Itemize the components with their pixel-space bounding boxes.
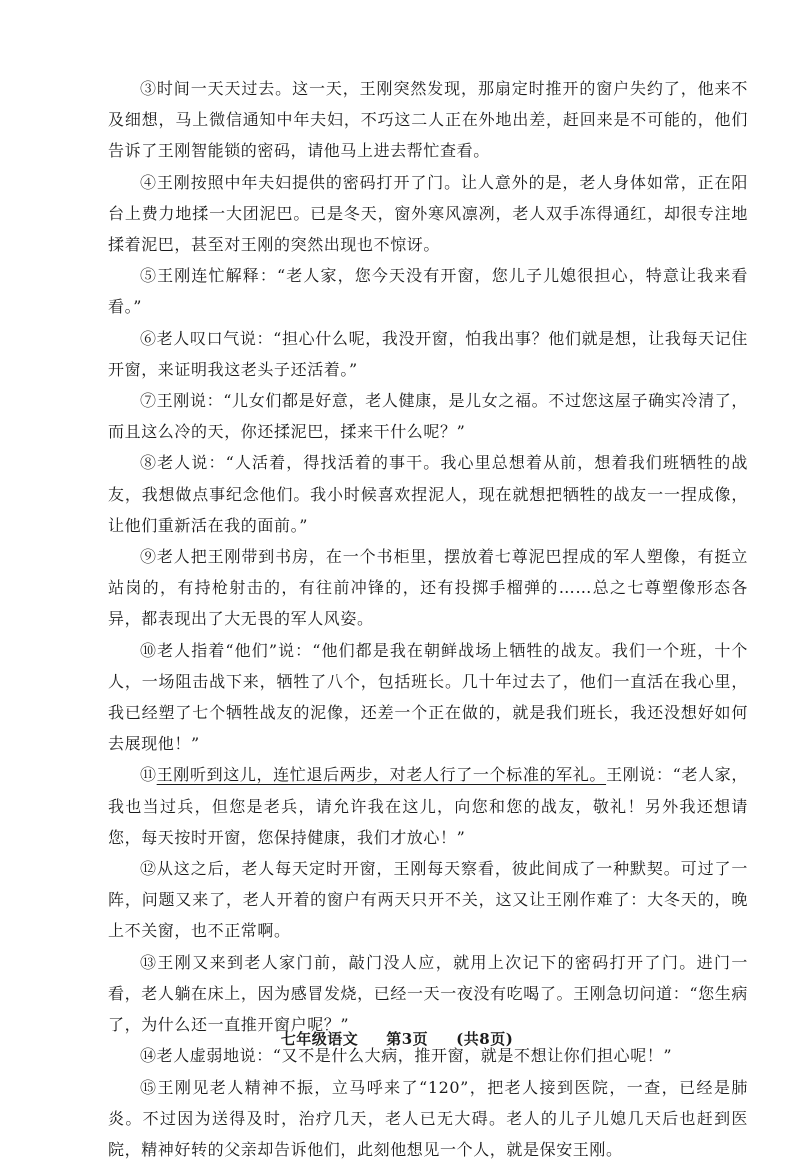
- paragraph-11: [108, 759, 748, 853]
- paragraph-number: ⑦: [140, 391, 157, 410]
- paragraph-number: ⑧: [140, 453, 157, 472]
- paragraph-text: 王刚又来到老人家门前，敲门没人应，就用上次记下的密码打开了门。进门一看，老人躺在床上，因为感冒发烧，已经一天一夜没有吃喝了。王刚急切问道：“您生病了，为什么还一直推开窗户呢？”: [108, 953, 748, 1034]
- paragraph-text: 王刚按照中年夫妇提供的密码打开了门。让人意外的是，老人身体如常，正在阳台上费力地揉一大团泥巴。已是冬天，窗外寒风凛冽，老人双手冻得通红，却很专注地揉着泥巴，甚至对王刚的突然出现也不惊讶。: [108, 173, 748, 254]
- paragraph-3: [108, 73, 748, 167]
- paragraph-text: 老人说：“人活着，得找活着的事干。我心里总想着从前，想着我们班牺牲的战友，我想做点事纪念他们。我小时候喜欢捏泥人，现在就想把牺牲的战友一一捏成像，让他们重新活在我的面前。”: [108, 453, 748, 534]
- paragraph-number: ⑤: [140, 266, 157, 285]
- paragraph-10: [108, 635, 748, 760]
- paragraph-text: 王刚说：“老人家，我也当过兵，但您是老兵，请允许我在这儿，向您和您的战友，敬礼！另外我还想请您，每天按时开窗，您保持健康，我们才放心！”: [108, 765, 748, 846]
- paragraph-4: [108, 167, 748, 261]
- article-body: [108, 73, 748, 1165]
- paragraph-number: ⑪: [140, 765, 157, 784]
- paragraph-text: 从这之后，老人每天定时开窗，王刚每天察看，彼此间成了一种默契。可过了一阵，问题又来了，老人开着的窗户有两天只开不关，这又让王刚作难了：大冬天的，晚上不关窗，也不正常啊。: [108, 859, 748, 940]
- footer-page-number: 第3页: [386, 1030, 428, 1048]
- paragraph-text: 王刚连忙解释：“老人家，您今天没有开窗，您儿子儿媳很担心，特意让我来看看。”: [108, 266, 748, 316]
- paragraph-13: [108, 947, 748, 1041]
- paragraph-number: ⑭: [140, 1046, 157, 1065]
- paragraph-text: 王刚说：“儿女们都是好意，老人健康，是儿女之福。不过您这屋子确实冷清了，而且这么冷的天，你还揉泥巴，揉来干什么呢？”: [108, 391, 748, 441]
- paragraph-number: ⑫: [140, 859, 157, 878]
- page-footer: [0, 1028, 794, 1049]
- paragraph-number: ⑬: [140, 953, 157, 972]
- footer-total-pages: (共8页): [456, 1030, 513, 1048]
- underlined-sentence: 王刚听到这儿，连忙退后两步，对老人行了一个标准的军礼。: [157, 765, 606, 784]
- paragraph-text: 老人虚弱地说：“又不是什么大病，推开窗，就是不想让你们担心呢！”: [157, 1046, 673, 1065]
- footer-subject: 七年级语文: [281, 1030, 359, 1048]
- paragraph-number: ⑩: [140, 641, 157, 660]
- paragraph-8: [108, 447, 748, 541]
- paragraph-6: [108, 323, 748, 385]
- paragraph-9: [108, 541, 748, 635]
- paragraph-number: ⑨: [140, 547, 157, 566]
- paragraph-number: ⑥: [140, 329, 157, 348]
- paragraph-7: [108, 385, 748, 447]
- paragraph-15: [108, 1072, 748, 1165]
- paragraph-text: 老人叹口气说：“担心什么呢，我没开窗，怕我出事？他们就是想，让我每天记住开窗，来证明我这老头子还活着。”: [108, 329, 748, 379]
- paragraph-text: 王刚见老人精神不振，立马呼来了“120”，把老人接到医院，一查，已经是肺炎。不过因为送得及时，治疗几天，老人已无大碍。老人的儿子儿媳几天后也赶到医院，精神好转的父亲却告诉他们，此刻他想见一个人，就是保安王刚。: [108, 1078, 748, 1159]
- paragraph-number: ⑮: [140, 1078, 157, 1097]
- paragraph-12: [108, 853, 748, 947]
- paragraph-number: ④: [140, 173, 157, 192]
- paragraph-text: 老人把王刚带到书房，在一个书柜里，摆放着七尊泥巴捏成的军人塑像，有挺立站岗的，有持枪射击的，有往前冲锋的，还有投掷手榴弹的……总之七尊塑像形态各异，都表现出了大无畏的军人风姿。: [108, 547, 748, 628]
- paragraph-text: 老人指着“他们”说：“他们都是我在朝鲜战场上牺牲的战友。我们一个班，十个人，一场阻击战下来，牺牲了八个，包括班长。几十年过去了，他们一直活在我心里，我已经塑了七个牺牲战友的泥像，还差一个正在做的，就是我们班长，我还没想好如何去展现他！”: [108, 641, 748, 754]
- paragraph-number: ③: [140, 79, 157, 98]
- paragraph-text: 时间一天天过去。这一天，王刚突然发现，那扇定时推开的窗户失约了，他来不及细想，马上微信通知中年夫妇，不巧这二人正在外地出差，赶回来是不可能的，他们告诉了王刚智能锁的密码，请他马上进去帮忙查看。: [108, 79, 748, 160]
- paragraph-5: [108, 260, 748, 322]
